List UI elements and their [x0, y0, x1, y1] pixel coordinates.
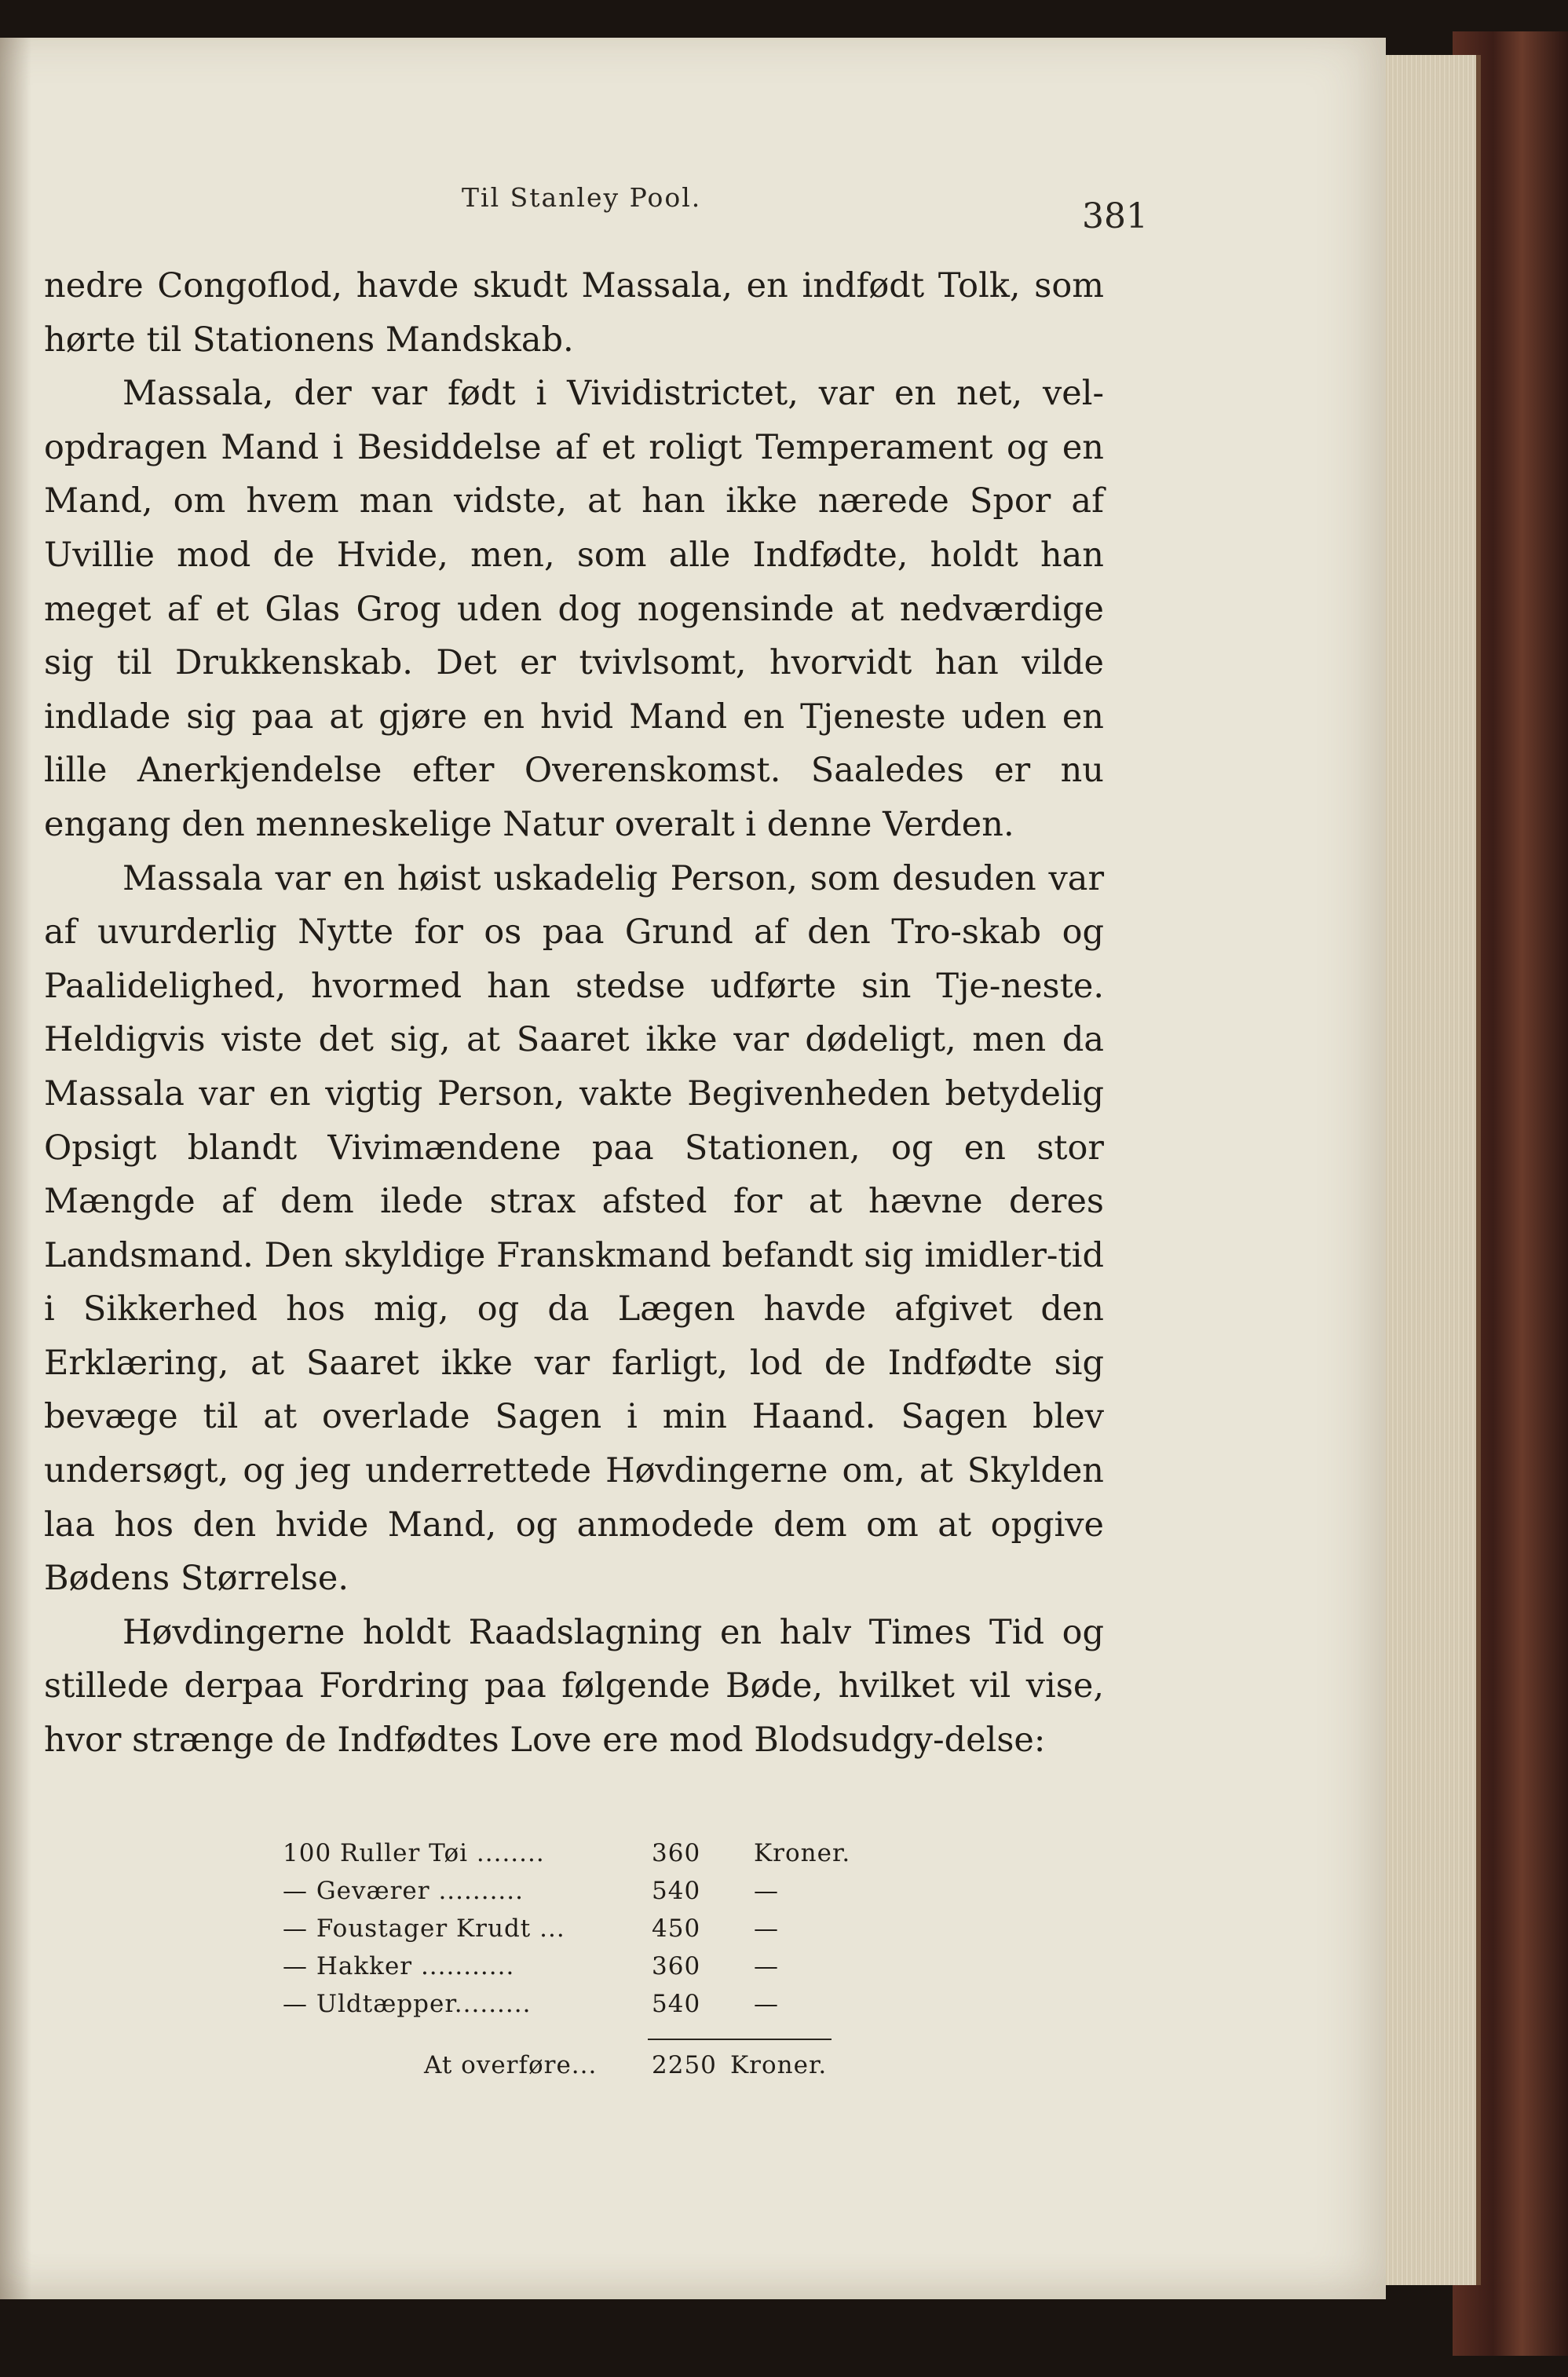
ledger-total: [424, 2051, 895, 2079]
ledger-item: — Geværer ..........: [283, 1877, 524, 1905]
paragraph: Høvdingerne holdt Raadslagning en halv Times Tid og stillede derpaa Fordring paa følgende Bøde, hvilket vil vise, hvor strænge de Indfødtes Love ere mod Blodsudgy-delse:: [44, 1612, 1104, 1761]
ledger-row: [283, 1872, 864, 1910]
ledger-unit: Kroner.: [754, 1839, 851, 1867]
ledger-amount: 360: [652, 1952, 701, 1980]
ledger-total-label: At overføre...: [424, 2051, 598, 2079]
ledger-unit: —: [754, 1914, 779, 1943]
ledger-sum-rule: [648, 2039, 832, 2040]
ledger-item: — Hakker ...........: [283, 1952, 515, 1980]
ledger-amount: 450: [652, 1914, 701, 1943]
ledger-unit: —: [754, 1952, 779, 1980]
ledger-unit: —: [754, 1877, 779, 1905]
ledger-total-amount: 2250: [652, 2051, 717, 2079]
ledger-amount: 360: [652, 1839, 701, 1867]
paragraph: nedre Congoflod, havde skudt Massala, en indfødt Tolk, som hørte til Stationens Mandskab.: [44, 266, 1104, 360]
body-text: [44, 259, 1104, 1768]
fine-ledger: [283, 1834, 864, 2023]
paragraph: Massala var en høist uskadelig Person, som desuden var af uvurderlig Nytte for os paa Grund af den Tro-skab og Paalidelighed, hvormed han stedse udførte sin Tje-neste. Heldigvis viste det sig, at Saaret ikke var dødeligt, men da Massala var en vigtig Person, vakte Begivenheden betydelig Opsigt blandt Vivimændene paa Stationen, og en stor Mængde af dem ilede strax afsted for at hævne deres Landsmand. Den skyldige Franskmand befandt sig imidler-tid i Sikkerhed hos mig, og da Lægen havde afgivet den Erklæring, at Saaret ikke var farligt, lod de Indfødte sig bevæge til at overlade Sagen i min Haand. Sagen blev undersøgt, og jeg underrettede Høvdingerne om, at Skylden laa hos den hvide Mand, og anmodede dem om at opgive Bødens Størrelse.: [44, 858, 1104, 1599]
ledger-item: — Uldtæpper.........: [283, 1990, 532, 2018]
ledger-item: 100 Ruller Tøi ........: [283, 1839, 545, 1867]
page-number: 381: [1082, 196, 1148, 236]
ledger-amount: 540: [652, 1990, 701, 2018]
ledger-row: [283, 1947, 864, 1985]
ledger-row: [283, 1910, 864, 1947]
ledger-item: — Foustager Krudt ...: [283, 1914, 565, 1943]
ledger-unit: —: [754, 1990, 779, 2018]
gutter-shadow: [0, 38, 31, 2299]
ledger-row: [283, 1985, 864, 2023]
ledger-row: [283, 1834, 864, 1872]
running-head: Til Stanley Pool.: [462, 182, 702, 213]
paragraph: Massala, der var født i Vividistrictet, var en net, vel-opdragen Mand i Besiddelse af et roligt Temperament og en Mand, om hvem man vidste, at han ikke nærede Spor af Uvillie mod de Hvide, men, som alle Indfødte, holdt han meget af et Glas Grog uden dog nogensinde at nedværdige sig til Drukkenskab. Det er tvivlsomt, hvorvidt han vilde indlade sig paa at gjøre en hvid Mand en Tjeneste uden en lille Anerkjendelse efter Overenskomst. Saaledes er nu engang den menneskelige Natur overalt i denne Verden.: [44, 374, 1104, 844]
ledger-amount: 540: [652, 1877, 701, 1905]
ledger-total-unit: Kroner.: [730, 2051, 828, 2079]
